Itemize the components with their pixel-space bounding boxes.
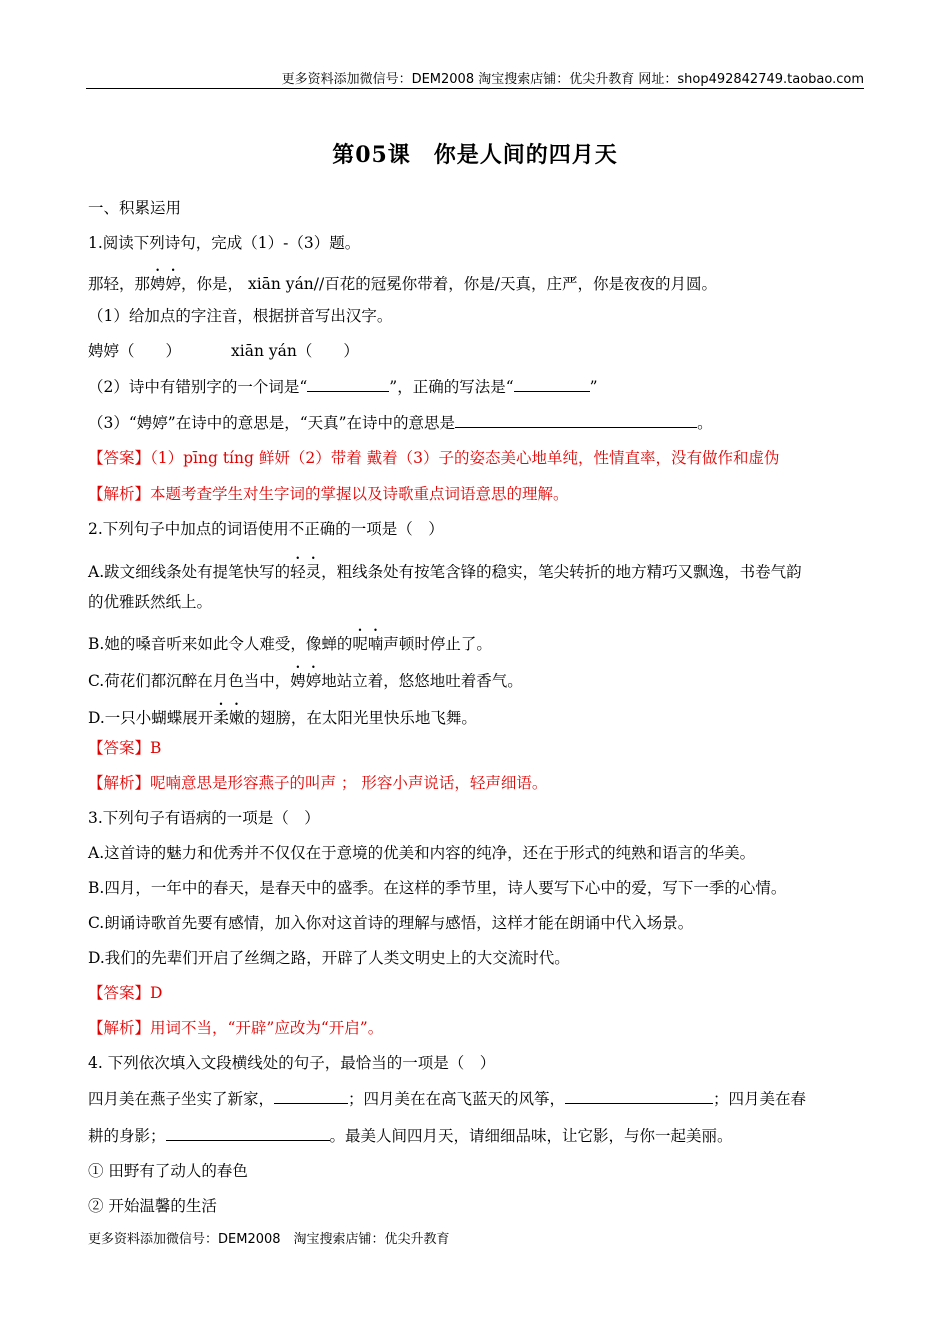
q3-analysis: 【解析】用词不当，“开辟”应改为“开启”。	[88, 1019, 384, 1037]
answer-blank[interactable]	[455, 413, 697, 428]
emphasized-word: 娉婷	[290, 672, 322, 690]
q4-passage-line1: 四月美在燕子坐实了新家， ；四月美在在高飞蓝天的风筝， ；四月美在春	[88, 1090, 807, 1108]
emphasized-word: 柔嫩	[213, 709, 245, 727]
q1-stem: 1.阅读下列诗句，完成（1）-（3）题。	[88, 234, 361, 252]
q2-option-d: D.一只小蝴蝶展开柔嫩的翅膀，在太阳光里快乐地飞舞。	[88, 709, 477, 727]
emphasized-word: 娉婷	[150, 275, 182, 293]
page-title: 第05课 你是人间的四月天	[332, 142, 618, 168]
q1-analysis: 【解析】本题考查学生对生字词的掌握以及诗歌重点词语意思的理解。	[88, 485, 569, 503]
q2-option-a: A.跋文细线条处有提笔快写的轻灵，粗线条处有按笔含锋的稳实，笔尖转折的地方精巧又飘逸，书卷气韵	[88, 563, 802, 581]
answer-blank[interactable]	[274, 1089, 348, 1104]
q2-option-a-cont: 的优雅跃然纸上。	[88, 593, 213, 611]
q1-sub1: （1）给加点的字注音，根据拼音写出汉字。	[88, 307, 393, 325]
page-header: 更多资料添加微信号：DEM2008 淘宝搜索店铺：优尖升教育 网址：shop492842749.taobao.com	[281, 72, 864, 87]
q3-answer: 【答案】D	[88, 984, 163, 1002]
q3-option-d: D.我们的先辈们开启了丝绸之路，开辟了人类文明史上的大交流时代。	[88, 949, 570, 967]
q2-option-c: C.荷花们都沉醉在月色当中，娉婷地站立着，悠悠地吐着香气。	[88, 672, 523, 690]
section-heading: 一、积累运用	[88, 199, 182, 217]
q3-stem: 3.下列句子有语病的一项是（ ）	[88, 809, 320, 827]
q4-passage-line2: 耕的身影； 。最美人间四月天，请细细品味，让它影，与你一起美丽。	[88, 1127, 733, 1145]
emphasized-word: 轻灵	[290, 563, 322, 581]
q1-sub1-blanks: 娉婷（ ） xiān yán（ ）	[88, 342, 359, 360]
q3-option-a: A.这首诗的魅力和优秀并不仅仅在于意境的优美和内容的纯净，还在于形式的纯熟和语言的华美。	[88, 844, 756, 862]
answer-blank[interactable]	[166, 1126, 330, 1141]
q2-stem: 2.下列句子中加点的词语使用不正确的一项是（ ）	[88, 520, 444, 538]
q1-poem: 那轻，那娉婷，你是， xiān yán//百花的冠冕你带着，你是/天真，庄严，你是夜夜的月圆。	[88, 275, 717, 293]
answer-blank[interactable]	[565, 1089, 713, 1104]
emphasized-word: 呢喃	[352, 635, 384, 653]
q3-option-b: B.四月，一年中的春天，是春天中的盛季。在这样的季节里，诗人要写下心中的爱，写下一季的心情。	[88, 879, 787, 897]
q3-option-c: C.朗诵诗歌首先要有感情，加入你对这首诗的理解与感悟，这样才能在朗诵中代入场景。	[88, 914, 694, 932]
answer-blank[interactable]	[514, 377, 590, 392]
q2-answer: 【答案】B	[88, 739, 162, 757]
answer-blank[interactable]	[307, 377, 389, 392]
q4-stem: 4. 下列依次填入文段横线处的句子，最恰当的一项是（ ）	[88, 1054, 496, 1072]
q1-sub2: （2）诗中有错别字的一个词是“ ”，正确的写法是“ ”	[88, 378, 598, 396]
header-rule	[86, 88, 864, 89]
q1-answer: 【答案】（1）pīng tíng 鲜妍（2）带着 戴着（3）子的姿态美心地单纯，性情直率，没有做作和虚伪	[88, 449, 780, 467]
q2-option-b: B.她的嗓音听来如此令人难受，像蝉的呢喃声顿时停止了。	[88, 635, 492, 653]
q2-analysis: 【解析】呢喃意思是形容燕子的叫声 ； 形容小声说话，轻声细语。	[88, 774, 548, 792]
q4-option-2: ② 开始温馨的生活	[88, 1197, 217, 1215]
page-footer: 更多资料添加微信号：DEM2008 淘宝搜索店铺：优尖升教育	[88, 1232, 450, 1247]
q1-sub3: （3）“娉婷”在诗中的意思是，“天真”在诗中的意思是 。	[88, 414, 713, 432]
q4-option-1: ① 田野有了动人的春色	[88, 1162, 248, 1180]
